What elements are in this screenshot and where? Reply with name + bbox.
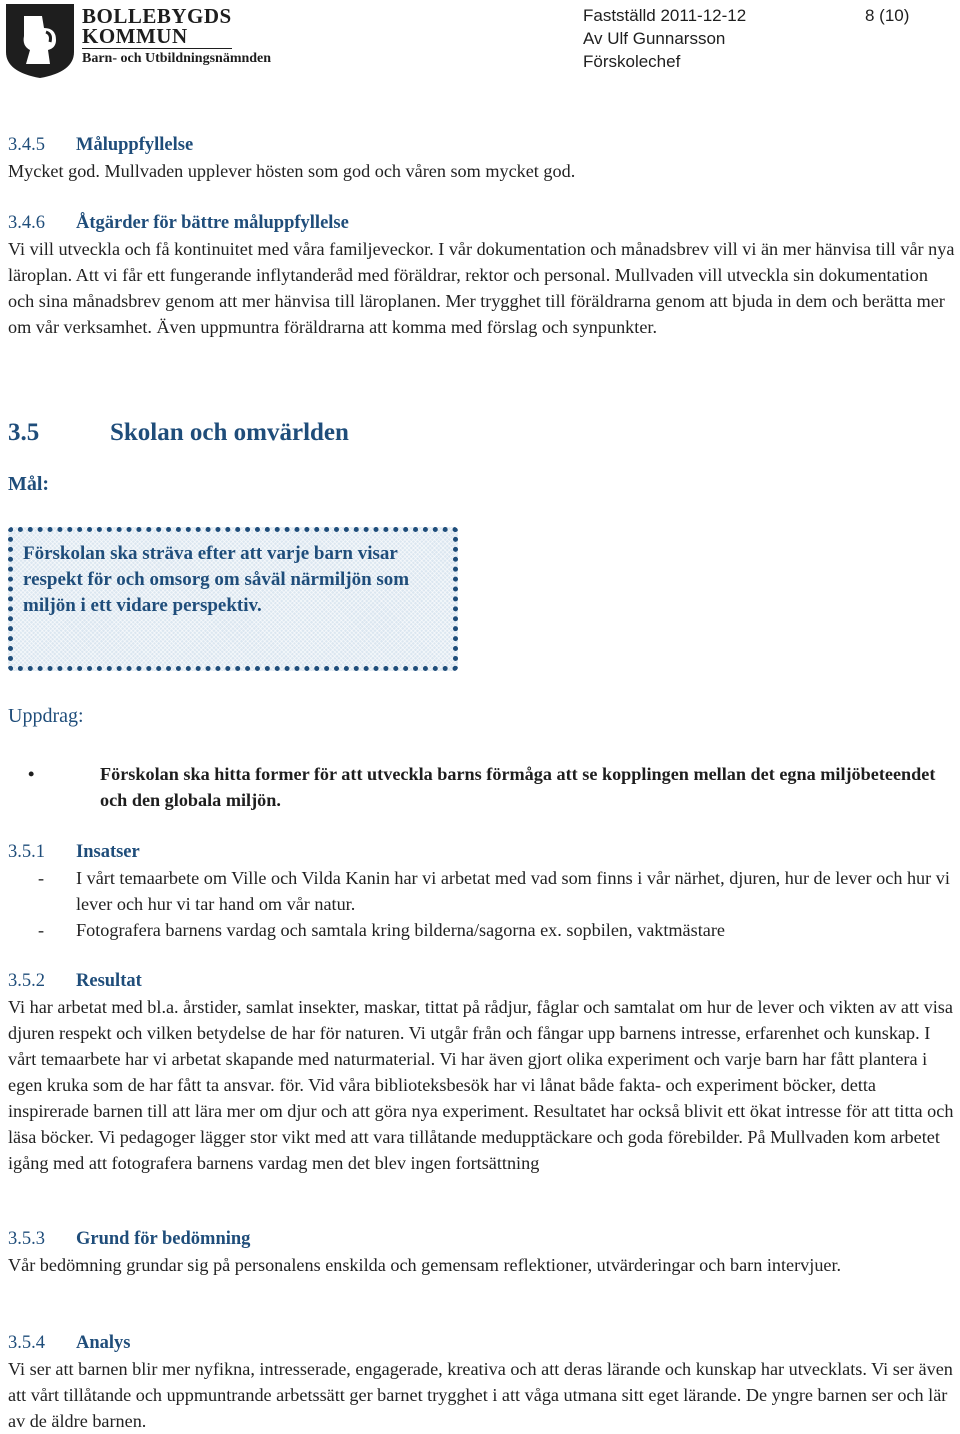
heading-title: Resultat: [76, 971, 142, 991]
heading-title: Måluppfyllelse: [76, 135, 194, 155]
paragraph-3-5-4: Vi ser att barnen blir mer nyfikna, intresserade, engagerade, kreativa och att deras lärande och kunskap har utvecklats. Vi ser även att vårt tillåtande och uppmuntrande arbetssätt ger barnet trygghet i att våga utmana sitt eget lärande. De yngre barnen ser och lär av de äldre barnen.: [8, 1359, 953, 1431]
bullet-text: Förskolan ska hitta former för att utveckla barns förmåga att se kopplingen mellan det egna miljöbeteendet och den globala miljön.: [100, 764, 936, 810]
author: Av Ulf Gunnarsson: [583, 29, 726, 48]
author-role: Förskolechef: [583, 52, 681, 71]
paragraph-3-4-5: Mycket god. Mullvaden upplever hösten som god och våren som mycket god.: [8, 161, 576, 181]
municipal-shield-emblem-icon: [4, 2, 76, 80]
assignment-label: Uppdrag:: [8, 705, 84, 727]
paragraph-3-4-6: Vi vill utveckla och få kontinuitet med våra familjeveckor. I vår dokumentation och månadsbrev vill vi än mer hänvisa till vår nya läroplan. Att vi får ett fungerande inflytanderåd med föräldrar, rektor och personal. Mullvaden vill utveckla sin dokumentation och sina månadsbrev genom att mer hänvisa till läroplanen. Mer trygghet till föräldrarna genom att bjuda in dem och berätta mer om vår verksamhet. Även uppmuntra föräldrarna att komma med förslag och synpunkter.: [8, 239, 955, 337]
heading-number: 3.4.5: [8, 135, 45, 155]
heading-title: Grund för bedömning: [76, 1229, 251, 1249]
heading-number: 3.5.4: [8, 1333, 45, 1353]
heading-number: 3.5.2: [8, 971, 45, 991]
list-item-text: I vårt temaarbete om Ville och Vilda Kanin har vi arbetat med vad som finns i vår närhet, djuren, hur de lever och hur vi lever och hur vi tar hand om vår natur.: [76, 868, 950, 914]
established-date: Fastställd 2011-12-12: [583, 6, 747, 25]
goal-box: [8, 527, 458, 671]
org-department: Barn- och Utbildningsnämnden: [82, 51, 272, 66]
heading-title: Analys: [76, 1333, 131, 1353]
heading-title: Åtgärder för bättre måluppfyllelse: [76, 213, 349, 233]
goal-label: Mål:: [8, 473, 50, 495]
heading-3-5-3: [8, 1226, 250, 1252]
heading-3-5-4: [8, 1330, 131, 1356]
section-heading-3-5: [8, 418, 349, 448]
page-number: 8 (10): [865, 6, 910, 25]
paragraph-3-5-2: Vi har arbetat med bl.a. årstider, samlat insekter, maskar, tittat på rådjur, fåglar och samtalat om hur de lever och vikten av att visa djuren respekt och vilken betydelse de har för naturen. Vi utgår från och fångar upp barnens intresse, erfarenhet och kunskap. I vårt temaarbete har vi arbetat skapande med naturmaterial. Vi har även gjort olika experiment och varje barn har fått plantera i egen kruka som de har fått ta ansvar. för. Vid våra biblioteksbesök har vi lånat både fakta- och experiment böcker, detta inspirerade barnen till att lära mer om djur och att göra nya experiment. Resultatet har också blivit ett ökat intresse för att titta och läsa böcker. Vi pedagoger lägger stor vikt med att vara tillåtande medupptäckare och goda förebilder. På Mullvaden kom arbetet igång med att fotografera barnens vardag men det blev ingen fortsättning: [8, 997, 954, 1173]
assignment-bullet-item: [28, 761, 938, 813]
section-number: 3.5: [8, 419, 40, 446]
heading-title: Insatser: [76, 842, 140, 862]
heading-number: 3.4.6: [8, 213, 45, 233]
section-title: Skolan och omvärlden: [110, 419, 349, 446]
heading-number: 3.5.1: [8, 842, 45, 862]
org-name-line1: BOLLEBYGDS: [82, 4, 232, 28]
org-name-line2: KOMMUN: [82, 24, 188, 48]
bullet-icon: •: [28, 764, 35, 784]
list-item-text: Fotografera barnens vardag och samtala kring bilderna/sagorna ex. sopbilen, vaktmästare: [76, 920, 725, 940]
heading-3-4-6: [8, 210, 349, 236]
dash-list: [8, 865, 958, 943]
heading-3-4-5: [8, 132, 193, 158]
paragraph-3-5-3: Vår bedömning grundar sig på personalens enskilda och gemensam reflektioner, utvärderingar och barn intervjuer.: [8, 1255, 842, 1275]
list-item: - Fotografera barnens vardag och samtala kring bilderna/sagorna ex. sopbilen, vaktmästare: [38, 920, 725, 940]
heading-3-5-2: [8, 968, 142, 994]
goal-text: Förskolan ska sträva efter att varje barn visar respekt för och omsorg om såväl närmiljön som miljön i ett vidare perspektiv.: [23, 543, 410, 616]
heading-number: 3.5.3: [8, 1229, 45, 1249]
list-item: - I vårt temaarbete om Ville och Vilda Kanin har vi arbetat med vad som finns i vår närhet, djuren, hur de lever och hur vi lever och hur vi tar hand om vår natur.: [38, 868, 950, 914]
heading-3-5-1: [8, 839, 140, 865]
